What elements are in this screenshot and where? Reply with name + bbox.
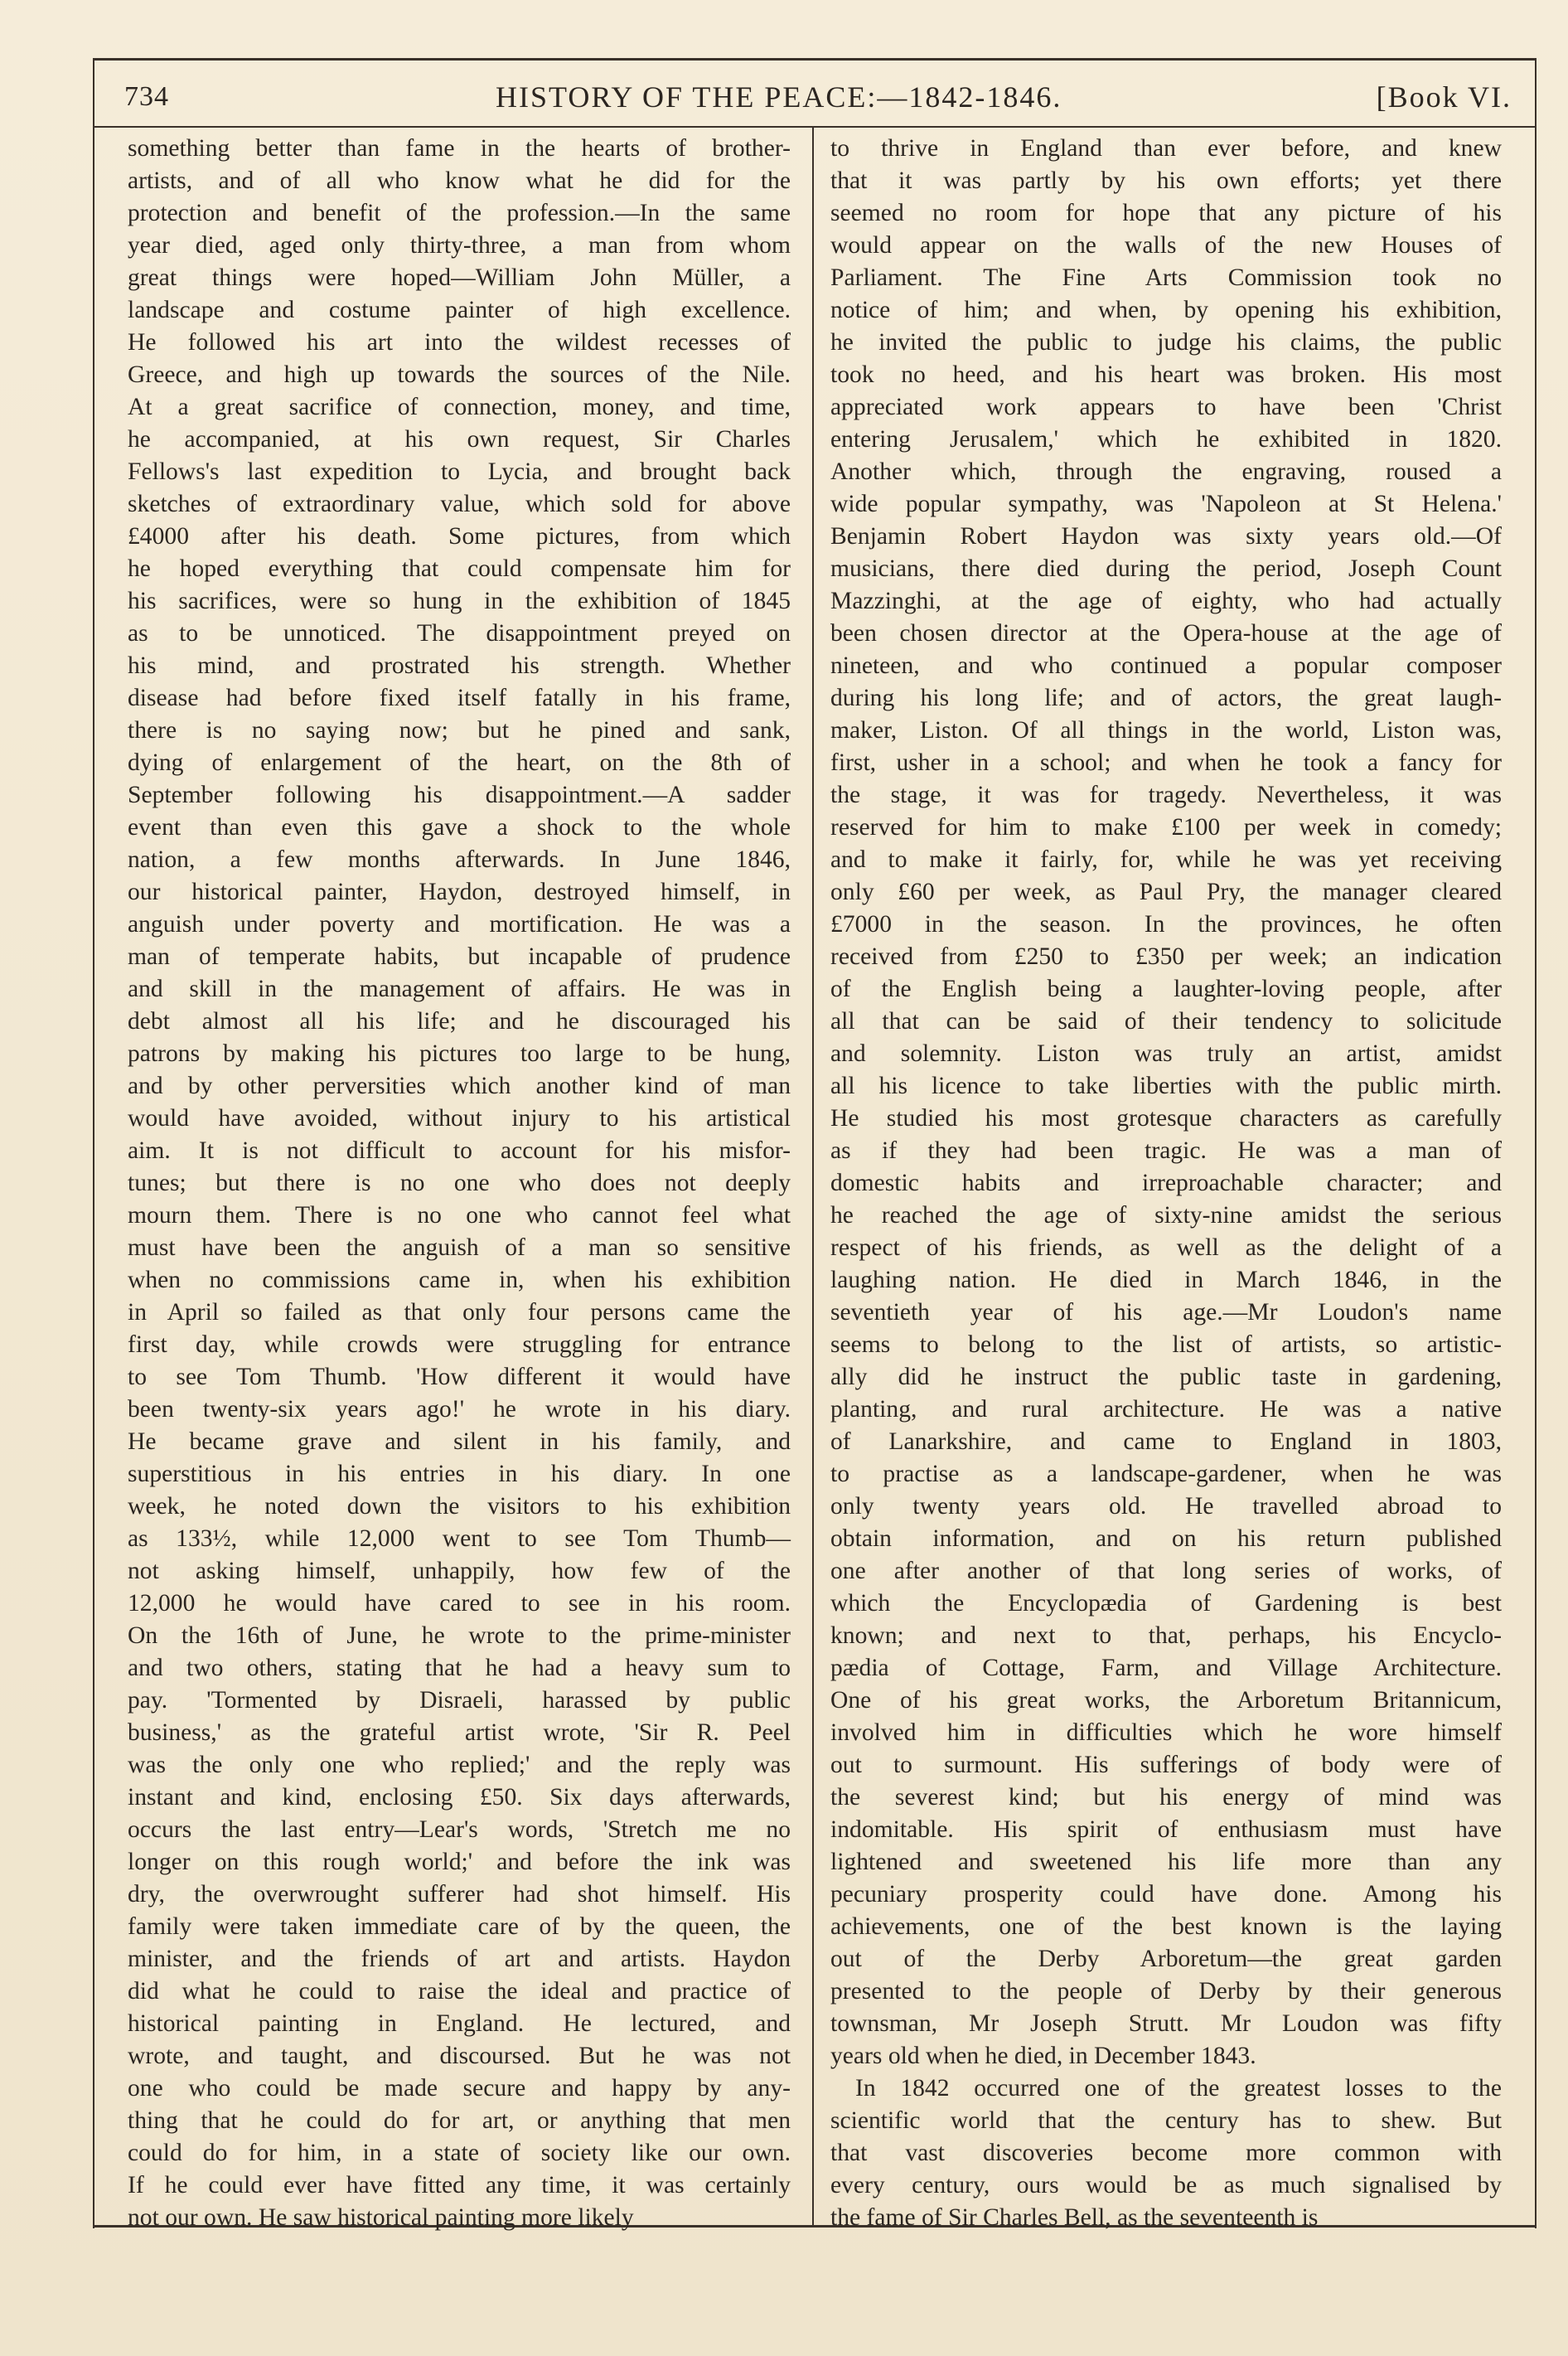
right-column [830,133,1502,2234]
text-line: He became grave and silent in his family, and [128,1428,791,1455]
text-line: patrons by making his pictures too large to be hung, [128,1040,791,1067]
text-line: scientific world that the century has to shew. But [830,2107,1502,2134]
text-line: that it was partly by his own efforts; yet there [830,167,1502,194]
text-line: great things were hoped—William John Müller, a [128,264,791,291]
text-line: indomitable. His spirit of enthusiasm must have [830,1816,1502,1843]
header-rule [93,126,1535,128]
text-line: presented to the people of Derby by their generous [830,1978,1502,2005]
text-line: September following his disappointment.—A sadder [128,782,791,808]
text-line: tunes; but there is no one who does not deeply [128,1170,791,1196]
text-line: he reached the age of sixty-nine amidst the serious [830,1202,1502,1229]
text-line: out to surmount. His sufferings of body were of [830,1752,1502,1778]
text-line: disease had before fixed itself fatally in his frame, [128,685,791,711]
text-line: laughing nation. He died in March 1846, in the [830,1267,1502,1293]
frame-top-rule [93,58,1535,61]
text-line: At a great sacrifice of connection, money, and time, [128,394,791,420]
text-line: entering Jerusalem,' which he exhibited in 1820. [830,426,1502,453]
text-line: dying of enlargement of the heart, on the 8th of [128,749,791,776]
text-line: his sacrifices, were so hung in the exhibition of 1845 [128,588,791,614]
text-line: all that can be said of their tendency to solicitude [830,1008,1502,1035]
page-number: 734 [124,81,169,112]
text-line: the stage, it was for tragedy. Nevertheless, it was [830,782,1502,808]
text-line: only £60 per week, as Paul Pry, the manager cleared [830,879,1502,905]
text-line: and to make it fairly, for, while he was yet receiving [830,846,1502,873]
text-line: longer on this rough world;' and before the ink was [128,1849,791,1875]
text-line: planting, and rural architecture. He was a native [830,1396,1502,1423]
text-line: notice of him; and when, by opening his exhibition, [830,297,1502,323]
frame-right-rule [1535,58,1537,2228]
frame-left-rule [93,58,94,2228]
text-line: was the only one who replied;' and the reply was [128,1752,791,1778]
text-line: nation, a few months afterwards. In June 1846, [128,846,791,873]
text-line: pecuniary prosperity could have done. Among his [830,1881,1502,1908]
text-line: first, usher in a school; and when he took a fancy for [830,749,1502,776]
text-line: our historical painter, Haydon, destroyed himself, in [128,879,791,905]
text-line: pædia of Cottage, Farm, and Village Architecture. [830,1655,1502,1681]
text-line: he invited the public to judge his claims, the public [830,329,1502,356]
text-line: Another which, through the engraving, roused a [830,458,1502,485]
text-line: week, he noted down the visitors to his exhibition [128,1493,791,1520]
text-line: wrote, and taught, and discoursed. But he was not [128,2043,791,2069]
text-line: something better than fame in the hearts of brother- [128,135,791,162]
text-line: to thrive in England than ever before, and knew [830,135,1502,162]
text-line: year died, aged only thirty-three, a man from whom [128,232,791,259]
text-line: to practise as a landscape-gardener, when he was [830,1461,1502,1487]
text-line: would have avoided, without injury to his artistical [128,1105,791,1132]
text-line: out of the Derby Arboretum—the great garden [830,1946,1502,1972]
text-line: of Lanarkshire, and came to England in 1803, [830,1428,1502,1455]
text-line: as 133½, while 12,000 went to see Tom Thumb— [128,1525,791,1552]
text-line: the severest kind; but his energy of mind was [830,1784,1502,1811]
running-title: HISTORY OF THE PEACE:—1842-1846. [496,80,1062,114]
text-line: Greece, and high up towards the sources of the Nile. [128,361,791,388]
text-line: during his long life; and of actors, the great laugh- [830,685,1502,711]
text-line: did what he could to raise the ideal and practice of [128,1978,791,2005]
text-line: seems to belong to the list of artists, so artistic- [830,1331,1502,1358]
text-line: domestic habits and irreproachable character; and [830,1170,1502,1196]
text-line: On the 16th of June, he wrote to the prime-minister [128,1622,791,1649]
text-line: mourn them. There is no one who cannot feel what [128,1202,791,1229]
text-line: If he could ever have fitted any time, it was certainly [128,2172,791,2198]
text-line: dry, the overwrought sufferer had shot himself. His [128,1881,791,1908]
text-line: which the Encyclopædia of Gardening is best [830,1590,1502,1617]
text-line: in April so failed as that only four persons came the [128,1299,791,1326]
text-line: all his licence to take liberties with the public mirth. [830,1073,1502,1099]
text-line: there is no saying now; but he pined and sank, [128,717,791,744]
text-line: received from £250 to £350 per week; an indication [830,943,1502,970]
text-line: not asking himself, unhappily, how few of the [128,1558,791,1584]
text-line: when no commissions came in, when his exhibition [128,1267,791,1293]
text-line: respect of his friends, as well as the delight of a [830,1234,1502,1261]
text-line: and skill in the management of affairs. He was in [128,976,791,1002]
text-line: event than even this gave a shock to the whole [128,814,791,841]
text-line: 12,000 he would have cared to see in his room. [128,1590,791,1617]
text-line: not our own. He saw historical painting more likely [128,2204,634,2231]
text-line: the fame of Sir Charles Bell, as the seventeenth is [830,2204,1319,2231]
book-label: [Book VI. [1376,80,1512,114]
text-line: and solemnity. Liston was truly an artist, amidst [830,1040,1502,1067]
text-line: Benjamin Robert Haydon was sixty years old.—Of [830,523,1502,550]
text-line: to see Tom Thumb. 'How different it would have [128,1364,791,1390]
text-line: He followed his art into the wildest recesses of [128,329,791,356]
text-line: reserved for him to make £100 per week in comedy; [830,814,1502,841]
text-line: historical painting in England. He lectured, and [128,2010,791,2037]
text-line: he accompanied, at his own request, Sir Charles [128,426,791,453]
text-line: lightened and sweetened his life more than any [830,1849,1502,1875]
text-line: He studied his most grotesque characters as carefully [830,1105,1502,1132]
text-line: of the English being a laughter-loving people, after [830,976,1502,1002]
text-line: every century, ours would be as much signalised by [830,2172,1502,2198]
text-line: he hoped everything that could compensate him for [128,555,791,582]
text-line: man of temperate habits, but incapable of prudence [128,943,791,970]
text-line: maker, Liston. Of all things in the world, Liston was, [830,717,1502,744]
text-line: £4000 after his death. Some pictures, from which [128,523,791,550]
column-divider [812,126,814,2225]
text-line: could do for him, in a state of society like our own. [128,2140,791,2166]
text-line: his mind, and prostrated his strength. Whether [128,652,791,679]
text-line: as if they had been tragic. He was a man of [830,1137,1502,1164]
text-line: as to be unnoticed. The disappointment preyed on [128,620,791,647]
text-line: appreciated work appears to have been 'Christ [830,394,1502,420]
text-line: aim. It is not difficult to account for his misfor- [128,1137,791,1164]
text-line: ally did he instruct the public taste in gardening, [830,1364,1502,1390]
text-line: Fellows's last expedition to Lycia, and brought back [128,458,791,485]
text-line: been chosen director at the Opera-house at the age of [830,620,1502,647]
text-line: obtain information, and on his return published [830,1525,1502,1552]
text-line: must have been the anguish of a man so sensitive [128,1234,791,1261]
text-line: and by other perversities which another kind of man [128,1073,791,1099]
text-line: one who could be made secure and happy by any- [128,2075,791,2101]
text-line: would appear on the walls of the new Houses of [830,232,1502,259]
text-line: £7000 in the season. In the provinces, he often [830,911,1502,938]
text-line: instant and kind, enclosing £50. Six days afterwards, [128,1784,791,1811]
text-line: seventieth year of his age.—Mr Loudon's name [830,1299,1502,1326]
text-line: Mazzinghi, at the age of eighty, who had actually [830,588,1502,614]
text-line: wide popular sympathy, was 'Napoleon at St Helena.' [830,491,1502,517]
text-line: musicians, there died during the period, Joseph Count [830,555,1502,582]
text-line: townsman, Mr Joseph Strutt. Mr Loudon was fifty [830,2010,1502,2037]
text-line: seemed no room for hope that any picture of his [830,200,1502,226]
text-line: nineteen, and who continued a popular composer [830,652,1502,679]
text-line: one after another of that long series of works, of [830,1558,1502,1584]
text-line: been twenty-six years ago!' he wrote in his diary. [128,1396,791,1423]
text-line: thing that he could do for art, or anything that men [128,2107,791,2134]
text-line: known; and next to that, perhaps, his Encyclo- [830,1622,1502,1649]
text-line: business,' as the grateful artist wrote, 'Sir R. Peel [128,1719,791,1746]
text-line: landscape and costume painter of high excellence. [128,297,791,323]
text-line: superstitious in his entries in his diary. In one [128,1461,791,1487]
text-line: anguish under poverty and mortification. He was a [128,911,791,938]
text-line: In 1842 occurred one of the greatest losses to the [855,2075,1502,2101]
text-line: One of his great works, the Arboretum Britannicum, [830,1687,1502,1714]
text-line: occurs the last entry—Lear's words, 'Stretch me no [128,1816,791,1843]
left-column [128,133,791,2234]
text-line: family were taken immediate care of by the queen, the [128,1913,791,1940]
text-line: minister, and the friends of art and artists. Haydon [128,1946,791,1972]
text-line: first day, while crowds were struggling for entrance [128,1331,791,1358]
text-line: and two others, stating that he had a heavy sum to [128,1655,791,1681]
text-line: Parliament. The Fine Arts Commission took no [830,264,1502,291]
text-line: sketches of extraordinary value, which sold for above [128,491,791,517]
text-line: involved him in difficulties which he wore himself [830,1719,1502,1746]
text-line: debt almost all his life; and he discouraged his [128,1008,791,1035]
text-line: artists, and of all who know what he did for the [128,167,791,194]
text-line: pay. 'Tormented by Disraeli, harassed by public [128,1687,791,1714]
text-line: took no heed, and his heart was broken. His most [830,361,1502,388]
text-line: only twenty years old. He travelled abroad to [830,1493,1502,1520]
text-line: achievements, one of the best known is the laying [830,1913,1502,1940]
text-line: that vast discoveries become more common with [830,2140,1502,2166]
text-line: years old when he died, in December 1843. [830,2043,1256,2069]
text-line: protection and benefit of the profession.—In the same [128,200,791,226]
